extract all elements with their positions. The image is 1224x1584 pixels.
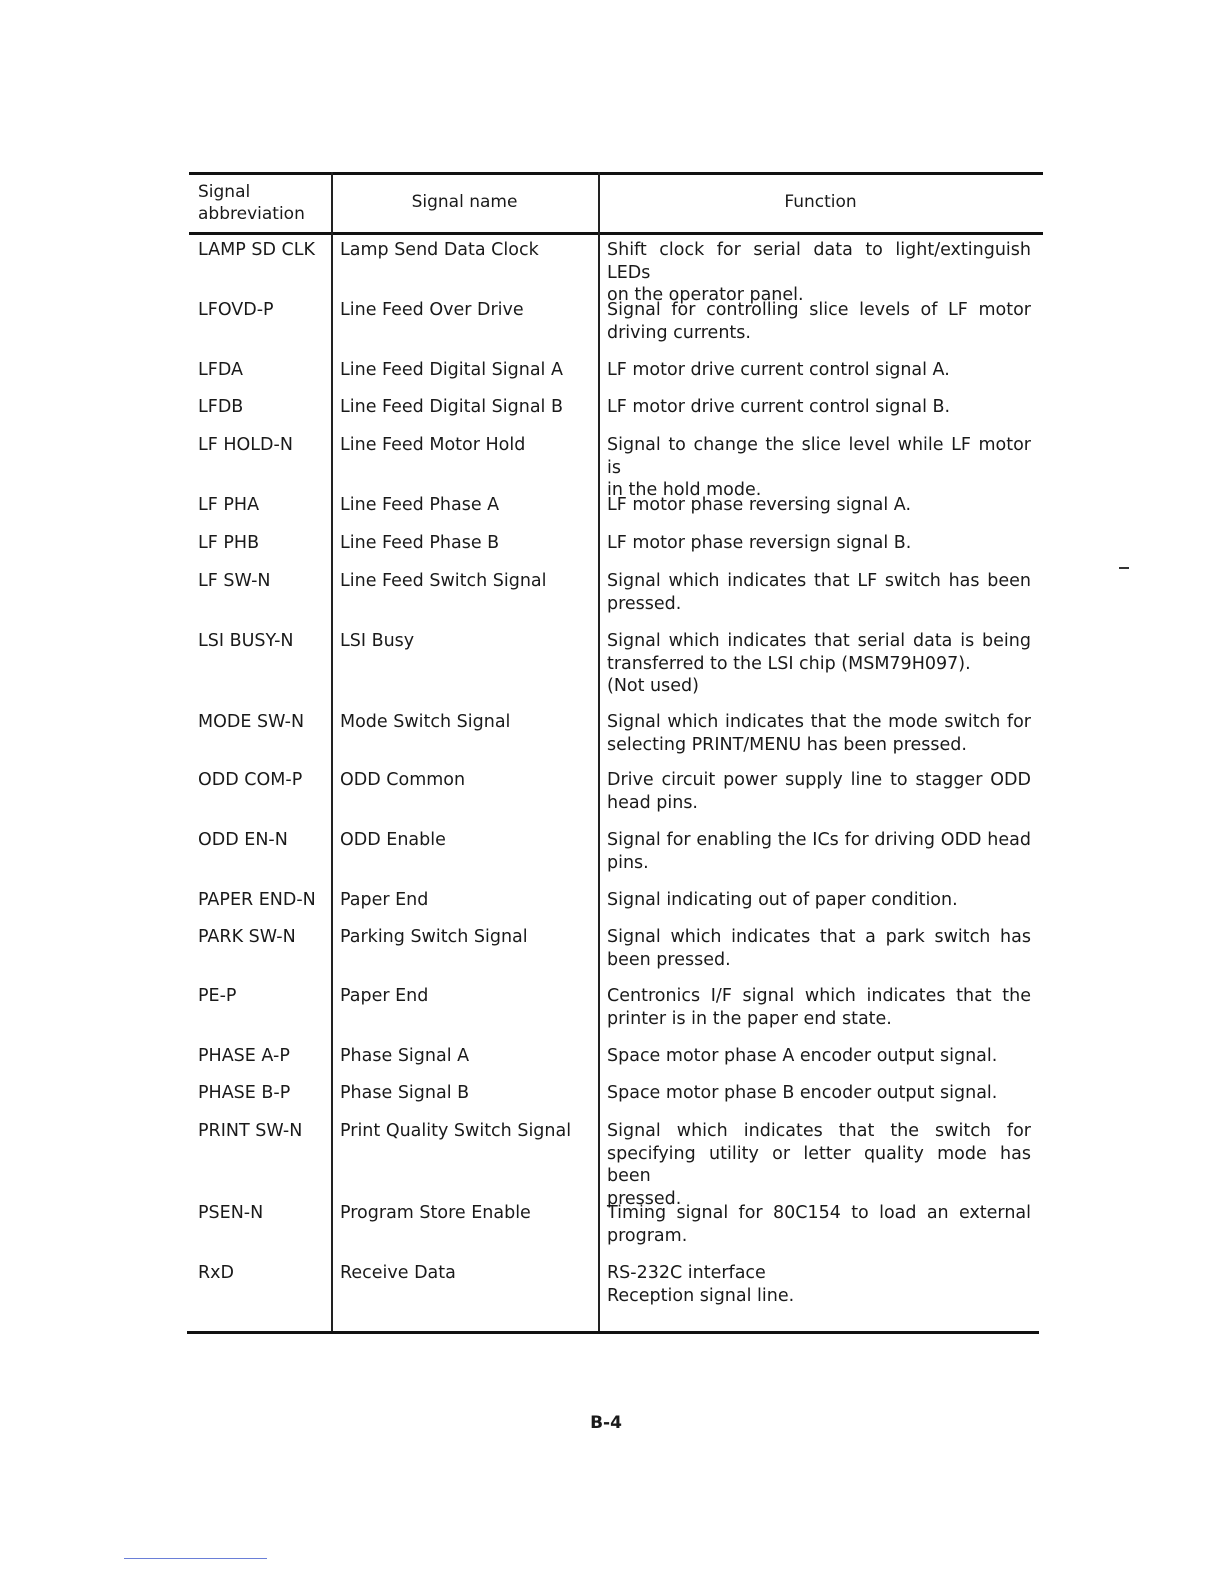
function-line: Signal for enabling the ICs for driving ODD head xyxy=(607,830,1031,850)
function-line: in the hold mode. xyxy=(607,480,762,500)
signal-abbreviation-cell: PAPER END-N xyxy=(198,890,316,910)
function-line: LF motor drive current control signal B. xyxy=(607,397,951,417)
function-line: been pressed. xyxy=(607,949,731,970)
signal-abbreviation-cell: ODD COM-P xyxy=(198,770,303,790)
function-line: Centronics I/F signal which indicates that the xyxy=(607,986,1031,1006)
signal-name-cell: Line Feed Switch Signal xyxy=(340,571,547,591)
signal-name-cell: ODD Enable xyxy=(340,830,446,850)
function-cell xyxy=(607,396,1031,419)
function-line: driving currents. xyxy=(607,322,751,343)
signal-name-cell: Line Feed Digital Signal A xyxy=(340,360,563,380)
signal-abbreviation-cell: LF PHB xyxy=(198,533,260,553)
column-divider xyxy=(331,172,333,1334)
signal-name-cell: Line Feed Phase A xyxy=(340,495,500,515)
header-function: Function xyxy=(784,192,857,212)
signal-abbreviation-cell: MODE SW-N xyxy=(198,712,305,732)
function-cell xyxy=(607,926,1031,971)
function-line: Signal for controlling slice levels of LF motor xyxy=(607,300,1031,320)
signal-name-cell: Line Feed Motor Hold xyxy=(340,435,526,455)
function-line: pressed. xyxy=(607,593,682,614)
table-bottom-rule xyxy=(187,1331,1039,1334)
function-cell xyxy=(607,494,1031,517)
function-line: transferred to the LSI chip (MSM79H097). xyxy=(607,653,971,674)
function-line: Space motor phase B encoder output signal. xyxy=(607,1083,998,1103)
signal-name-cell: Paper End xyxy=(340,986,429,1006)
function-cell xyxy=(607,1045,1031,1068)
signal-abbreviation-cell: PRINT SW-N xyxy=(198,1121,303,1141)
signal-name-cell: Receive Data xyxy=(340,1263,456,1283)
signal-name-cell: Paper End xyxy=(340,890,429,910)
function-cell xyxy=(607,359,1031,382)
function-line: Signal which indicates that LF switch has been xyxy=(607,571,1031,591)
signal-abbreviation-cell: RxD xyxy=(198,1263,234,1283)
function-cell xyxy=(607,434,1031,502)
function-line: (Not used) xyxy=(607,676,699,696)
function-line: program. xyxy=(607,1225,688,1246)
function-cell xyxy=(607,1262,1031,1307)
function-line: head pins. xyxy=(607,792,698,813)
signal-abbreviation-cell: PE-P xyxy=(198,986,237,1006)
function-line: printer is in the paper end state. xyxy=(607,1008,892,1029)
signal-abbreviation-cell: LFOVD-P xyxy=(198,300,274,320)
function-line: RS-232C interface xyxy=(607,1263,766,1283)
function-line: Signal to change the slice level while LF motor is xyxy=(607,435,1031,478)
signal-name-cell: Phase Signal A xyxy=(340,1046,470,1066)
function-cell xyxy=(607,829,1031,874)
page-number: B-4 xyxy=(590,1413,622,1433)
function-line: Timing signal for 80C154 to load an external xyxy=(607,1203,1031,1223)
signal-abbreviation-cell: LFDB xyxy=(198,397,244,417)
function-line: pins. xyxy=(607,852,649,873)
signal-name-cell: Phase Signal B xyxy=(340,1083,470,1103)
function-line: Drive circuit power supply line to stagger ODD xyxy=(607,770,1031,790)
function-cell xyxy=(607,1120,1031,1210)
signal-abbreviation-cell: LF PHA xyxy=(198,495,260,515)
signal-abbreviation-cell: PARK SW-N xyxy=(198,927,296,947)
signal-name-cell: LSI Busy xyxy=(340,631,415,651)
signal-name-cell: Mode Switch Signal xyxy=(340,712,511,732)
function-line: Signal indicating out of paper condition. xyxy=(607,890,958,910)
function-line: Reception signal line. xyxy=(607,1285,795,1306)
function-cell xyxy=(607,1082,1031,1105)
function-line: LF motor phase reversign signal B. xyxy=(607,533,912,553)
signal-name-cell: ODD Common xyxy=(340,770,466,790)
function-line: LF motor drive current control signal A. xyxy=(607,360,950,380)
function-line: Signal which indicates that a park switch has xyxy=(607,927,1031,947)
function-line: LF motor phase reversing signal A. xyxy=(607,495,912,515)
function-line: Signal which indicates that serial data is being xyxy=(607,631,1031,651)
signal-name-cell: Line Feed Over Drive xyxy=(340,300,524,320)
function-line: selecting PRINT/MENU has been pressed. xyxy=(607,734,967,755)
function-cell xyxy=(607,630,1031,698)
signal-abbreviation-cell: LFDA xyxy=(198,360,243,380)
function-cell xyxy=(607,711,1031,756)
function-cell xyxy=(607,299,1031,344)
function-line: on the operator panel. xyxy=(607,285,804,305)
function-line: specifying utility or letter quality mode has been xyxy=(607,1143,1031,1186)
signal-table xyxy=(189,172,1043,1334)
header-abbreviation-line: Signal xyxy=(198,182,251,202)
signal-abbreviation-cell: LSI BUSY-N xyxy=(198,631,294,651)
function-cell xyxy=(607,1202,1031,1247)
function-line: Signal which indicates that the switch for xyxy=(607,1121,1031,1141)
function-cell xyxy=(607,889,1031,912)
function-cell xyxy=(607,532,1031,555)
header-signal-abbreviation xyxy=(198,181,326,225)
signal-name-cell: Line Feed Digital Signal B xyxy=(340,397,563,417)
table-header xyxy=(189,175,1043,232)
signal-name-cell: Program Store Enable xyxy=(340,1203,531,1223)
signal-abbreviation-cell: PHASE B-P xyxy=(198,1083,291,1103)
signal-name-cell: Line Feed Phase B xyxy=(340,533,500,553)
function-cell xyxy=(607,239,1031,307)
signal-abbreviation-cell: LAMP SD CLK xyxy=(198,240,315,260)
scan-edge-line xyxy=(124,1558,267,1559)
function-cell xyxy=(607,769,1031,814)
column-divider xyxy=(598,172,600,1334)
signal-abbreviation-cell: LF SW-N xyxy=(198,571,271,591)
function-line: pressed. xyxy=(607,1188,682,1209)
signal-abbreviation-cell: LF HOLD-N xyxy=(198,435,293,455)
header-rule xyxy=(189,232,1043,235)
function-line: Space motor phase A encoder output signal. xyxy=(607,1046,998,1066)
signal-abbreviation-cell: ODD EN-N xyxy=(198,830,288,850)
function-line: Shift clock for serial data to light/extinguish LEDs xyxy=(607,240,1031,283)
signal-abbreviation-cell: PHASE A-P xyxy=(198,1046,290,1066)
signal-name-cell: Parking Switch Signal xyxy=(340,927,528,947)
function-line: Signal which indicates that the mode switch for xyxy=(607,712,1031,732)
function-cell xyxy=(607,570,1031,615)
function-cell xyxy=(607,985,1031,1030)
header-signal-name: Signal name xyxy=(411,192,518,212)
signal-abbreviation-cell: PSEN-N xyxy=(198,1203,264,1223)
margin-mark xyxy=(1119,567,1129,569)
signal-name-cell: Lamp Send Data Clock xyxy=(340,240,539,260)
signal-name-cell: Print Quality Switch Signal xyxy=(340,1121,572,1141)
header-abbreviation-line: abbreviation xyxy=(198,204,305,224)
